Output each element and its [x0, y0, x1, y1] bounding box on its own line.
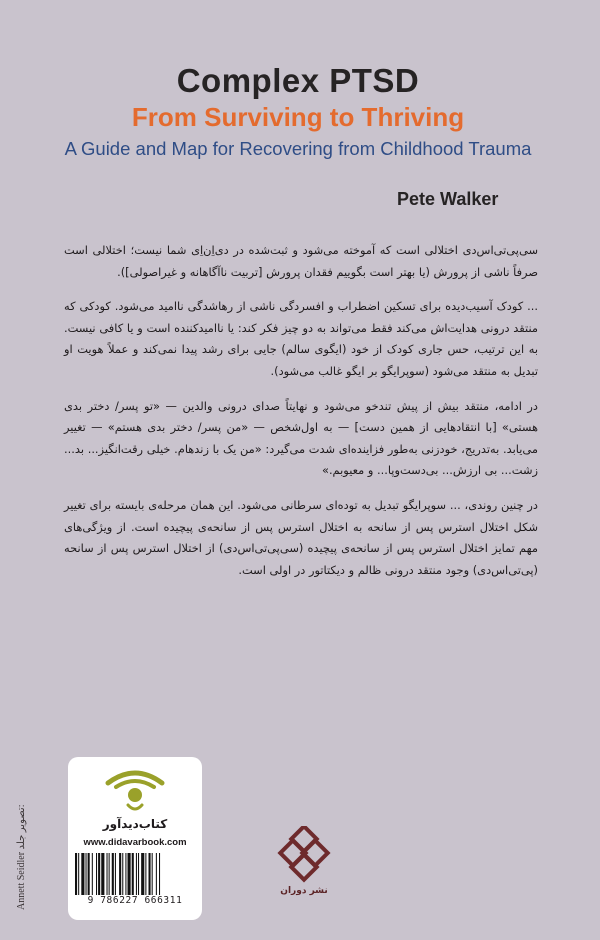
credit-text: Annett Seidler تصویر جلد: [16, 804, 27, 910]
blurb-text [64, 240, 538, 594]
barcode-bar [159, 853, 160, 895]
barcode-bar [101, 853, 104, 895]
barcode-bar [78, 853, 79, 895]
author-name: Pete Walker [397, 189, 499, 209]
book-tagline: A Guide and Map for Recovering from Childhood Trauma [64, 138, 532, 159]
barcode-bar [88, 853, 90, 895]
barcode-bar [149, 853, 151, 895]
bookstore-sticker [68, 757, 202, 920]
publisher-logo [276, 826, 332, 914]
book-subtitle: From Surviving to Thriving [131, 102, 465, 132]
barcode-bar [119, 853, 121, 895]
barcode-bar [107, 853, 108, 895]
publisher-knot-icon [276, 826, 332, 886]
barcode-bar [128, 853, 131, 895]
cover-header [48, 62, 548, 160]
barcode-bar [92, 853, 93, 895]
didavar-eye-logo-icon [68, 757, 202, 817]
barcode-bar [122, 853, 123, 895]
isbn-number: 9 786227 666311 [87, 895, 183, 906]
barcode-bar [141, 853, 144, 895]
blurb-paragraph: ... کودک آسیب‌دیده برای تسکین اضطراب و افسردگی ناشی از رهاشدگی ناامید می‌شود. کودکی که منتقد درونی هدایت‌اش می‌کند فقط می‌تواند به دو چیز فکر کند: یا ناامیدکننده است و یا کافی نیست. به این ترتیب، حس جاری کودک از خود (ایگوی سالم) جایی برای رشد پیدا نمی‌کند و عملاً هویت او تبدیل به منتقد می‌شود (سوپرایگو بر ایگو غالب می‌شود). [64, 299, 538, 378]
barcode-bar [86, 853, 87, 895]
cover-image-credit [16, 760, 34, 910]
barcode-bar [138, 853, 139, 895]
barcode-bar [132, 853, 134, 895]
blurb-paragraph: در ادامه، منتقد بیش از پیش تندخو می‌شود و نهایتاً صدای درونی والدین — «تو پسر/ دختر بدی هستی» [با انتقادهایی از همین دست] — به اول‌شخص — «من پسر/ دختر بدی هستم» — تغییر می‌یابد. به‌تدریج، خودزنی به‌طور فزاینده‌ای شدت می‌گیرد: «من یک با زندهام. خیلی رقت‌انگیز... بد... زشت... بی ارزش... بی‌دست‌وپا... و معیوبم.» [64, 398, 538, 478]
barcode-bar [81, 853, 84, 895]
barcode-bar [96, 853, 97, 895]
isbn-barcode [73, 853, 197, 895]
book-title: Complex PTSD [176, 62, 420, 99]
barcode-bar [145, 853, 146, 895]
bookstore-name: کتاب‌دیدآور [102, 817, 168, 831]
barcode-bar [75, 853, 77, 895]
barcode-bar [112, 853, 114, 895]
barcode-bar [156, 853, 157, 895]
barcode-bar [98, 853, 100, 895]
barcode-bar [109, 853, 110, 895]
barcode-bar [152, 853, 153, 895]
bookstore-url: www.didavarbook.com [83, 837, 187, 848]
blurb-paragraph: در چنین روندی، ... سوپرایگو تبدیل به توده‌ای سرطانی می‌شود. این همان مرحله‌ی بایسته برای تغییر شکل اختلال استرس پس از سانحه به اختلال استرس پس از سانحه‌ی پیچیده است. از ویژگی‌های مهم تمایز اختلال استرس پس از سانحه‌ی پیچیده (سی‌پی‌تی‌اس‌دی) از اختلال استرس پس از سانحه (پی‌تی‌اس‌دی) وجود منتقد درونی ظالم و دیکتاتور در اولی است. [64, 497, 538, 577]
barcode-bar [125, 853, 126, 895]
barcode-bar [136, 853, 137, 895]
publisher-name: نشر دوران [280, 886, 328, 896]
barcode-bar [115, 853, 116, 895]
blurb-paragraph: سی‌پی‌تی‌اس‌دی اختلالی است که آموخته می‌شود و ثبت‌شده در دی‌اِن‌اِی شما نیست؛ اختلالی است صرفاً ناشی از پرورش (یا بهتر است بگوییم فقدان پرورش [تربیت ناآگاهانه و غیراصولی]). [64, 243, 538, 279]
